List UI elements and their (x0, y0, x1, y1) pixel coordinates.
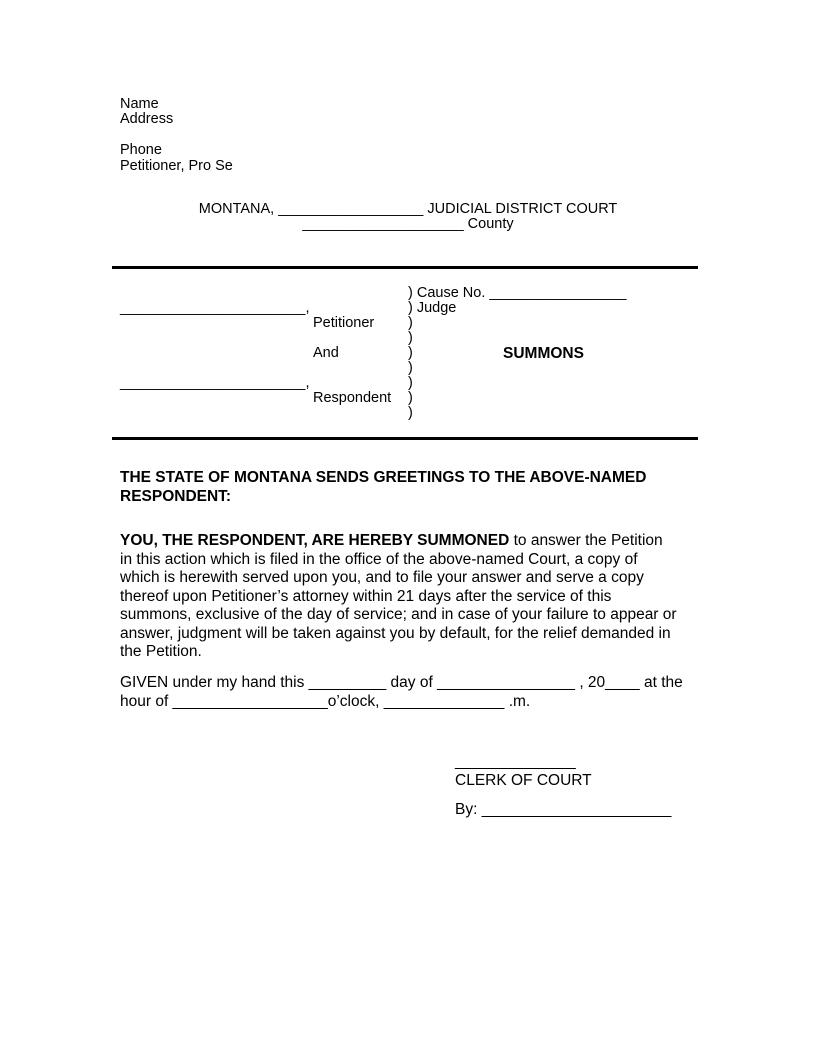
summons-body-line: in this action which is filed in the office of the above-named Court, a copy of (120, 550, 638, 568)
blank-line (120, 361, 408, 376)
summons-body-line: summons, exclusive of the day of service; and in case of your failure to appear or (120, 606, 677, 623)
respondent-label: Respondent (313, 390, 392, 406)
caption-paren-row: ) (408, 405, 413, 421)
respondent-name-line: _______________________, (120, 375, 310, 391)
caption-paren-row: ) (408, 330, 413, 346)
caption-paren-row: ) (408, 315, 413, 331)
pro-se-label: Petitioner, Pro Se (120, 157, 233, 174)
greeting-heading (120, 468, 710, 506)
caption-paren-row: ) (408, 390, 413, 406)
name-label: Name (120, 96, 159, 112)
caption-court-column (408, 286, 698, 421)
clerk-signature-block (455, 753, 671, 820)
greeting-heading-line-1: THE STATE OF MONTANA SENDS GREETINGS TO THE ABOVE-NAMED (120, 469, 647, 486)
blank-line (120, 286, 408, 301)
clerk-signature-line: ______________ (455, 753, 576, 770)
petitioner-name-line: _______________________, (120, 300, 310, 316)
given-clause-line-2: hour of __________________o’clock, ______________ .m. (120, 693, 531, 710)
address-label: Address (120, 111, 174, 128)
phone-label: Phone (120, 142, 162, 159)
summons-body-line-rest: to answer the Petition (509, 532, 663, 549)
summoned-lead-bold: YOU, THE RESPONDENT, ARE HEREBY SUMMONED (120, 532, 510, 549)
summons-body-line: answer, judgment will be taken against you by default, for the relief demanded in (120, 624, 671, 642)
summons-body-line: which is herewith served upon you, and to file your answer and serve a copy (120, 569, 644, 586)
court-title-line-2: ____________________ County (302, 216, 514, 233)
clerk-by-line: By: ______________________ (455, 801, 672, 818)
court-title-line-1: MONTANA, __________________ JUDICIAL DISTRICT COURT (198, 201, 618, 217)
summons-body-paragraph (120, 532, 712, 662)
blank-line (120, 406, 408, 421)
blank-line (120, 331, 408, 346)
summons-body-line: thereof upon Petitioner’s attorney within 21 days after the service of this (120, 587, 612, 605)
caption-paren-row: ) (408, 360, 413, 376)
court-title (112, 202, 704, 233)
blank-line (120, 128, 233, 143)
given-clause (120, 673, 712, 711)
caption-paren-row: ) (408, 375, 413, 391)
summons-title: SUMMONS (503, 345, 584, 362)
petitioner-info-block (120, 97, 233, 174)
petitioner-label: Petitioner (313, 315, 375, 331)
judge-line: ) Judge (408, 300, 457, 316)
summons-body-line (120, 532, 712, 551)
and-label: And (313, 345, 339, 361)
given-clause-line-1: GIVEN under my hand this _________ day of ________________ , 20____ at the (120, 674, 683, 691)
caption-parties-column (120, 286, 408, 421)
caption-paren-row: ) (408, 345, 413, 361)
clerk-of-court-label: CLERK OF COURT (455, 771, 592, 789)
cause-no-line: ) Cause No. _________________ (408, 285, 627, 301)
divider-rule-bottom (112, 437, 698, 440)
greeting-heading-line-2: RESPONDENT: (120, 488, 232, 505)
divider-rule-top (112, 266, 698, 269)
summons-body-line: the Petition. (120, 643, 202, 660)
